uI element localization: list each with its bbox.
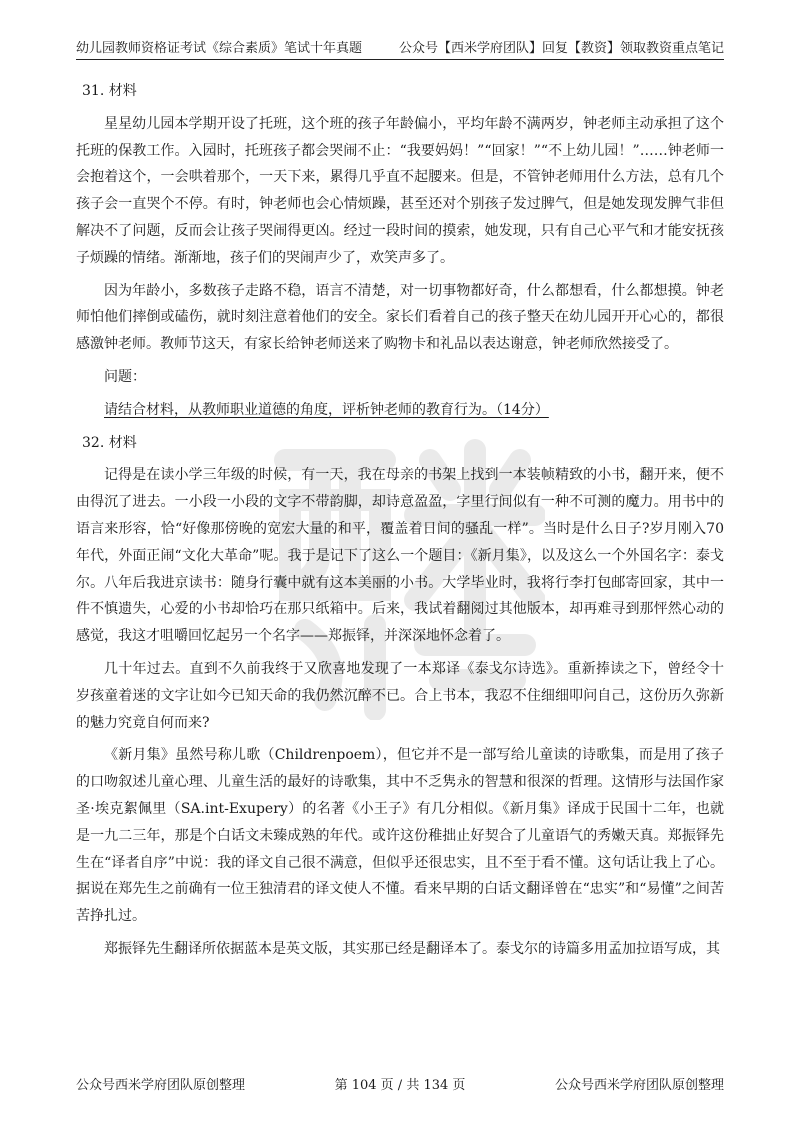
question-32-number: 32. 材料 (82, 434, 137, 451)
footer-right: 公众号西米学府团队原创整理 (554, 1078, 724, 1093)
question-31-number: 31. 材料 (82, 83, 137, 99)
q31-paragraph-1: 星星幼儿园本学期开设了托班，这个班的孩子年龄偏小，平均年龄不满两岁，钟老师主动承担了这个托班的保教工作。入园时，托班孩子都会哭闹不止：“我要妈妈！”“回家！”“不上幼儿园！”……钟老师一会抱着这个，一会哄着那个，一天下来，累得几乎直不起腰来。但是，不管钟老师用什么方法，总有几个孩子会一直哭个不停。有时，钟老师也会心情烦躁，甚至还对个别孩子发过脾气，但是她发现发脾气非但解决不了问题，反而会让孩子哭闹得更凶。经过一段时间的摸索，她发现，只有自己心平气和才能安抚孩子烦躁的情绪。渐渐地，孩子们的哭闹声少了，欢笑声多了。 (76, 115, 724, 266)
page-content (76, 78, 724, 969)
q32-paragraph-4: 郑振铎先生翻译所依据蓝本是英文版，其实那已经是翻译本了。泰戈尔的诗篇多用孟加拉语写成，其 (104, 940, 720, 957)
q32-paragraph-1: 记得是在读小学三年级的时候，有一天，我在母亲的书架上找到一本装帧精致的小书，翻开来，便不由得沉了进去。一小段一小段的文字不带韵脚，却诗意盈盈，字里行间似有一种不可测的魔力。用书中的语言来形容，恰“好像那傍晚的宽宏大量的和平，覆盖着日间的骚乱一样”。当时是什么日子?岁月刚入70年代，外面正闹“文化大革命”呢。我于是记下了这么一个题目：《新月集》，以及这么一个外国名字：泰戈尔。八年后我进京读书：随身行囊中就有这本美丽的小书。大学毕业时，我将行李打包邮寄回家，其中一件不慎遗失，心爱的小书却恰巧在那只纸箱中。后来，我试着翻阅过其他版本，却再难寻到那怦然心动的感觉，我这才咀嚼回忆起另一个名字——郑振铎，并深深地怀念着了。 (76, 467, 724, 645)
q31-question-text: 请结合材料，从教师职业道德的角度，评析钟老师的教育行为。（14分） (104, 401, 549, 418)
q31-question-label: 问题： (104, 368, 146, 385)
header-right-notice: 公众号【西米学府团队】回复【教资】领取教资重点笔记 (398, 41, 724, 56)
page-header (76, 36, 724, 60)
q31-question (76, 397, 724, 424)
q32-paragraph-2: 几十年过去。直到不久前我终于又欣喜地发现了一本郑译《泰戈尔诗选》。重新捧读之下，曾经令十岁孩童着迷的文字让如今已知天命的我仍然沉醉不已。合上书本，我忍不住细细叩问自己，这份历久弥新的魅力究竟自何而来? (76, 660, 724, 731)
footer-left: 公众号西米学府团队原创整理 (76, 1078, 246, 1093)
page-footer (76, 1074, 724, 1093)
header-left-title: 幼儿园教师资格证考试《综合素质》笔试十年真题 (76, 41, 363, 56)
q31-paragraph-2: 因为年龄小，多数孩子走路不稳，语言不清楚，对一切事物都好奇，什么都想看，什么都想摸。钟老师怕他们摔倒或磕伤，就时刻注意着他们的安全。家长们看着自己的孩子整天在幼儿园开开心心的，都很感激钟老师。教师节这天，有家长给钟老师送来了购物卡和礼品以表达谢意，钟老师欣然接受了。 (76, 282, 724, 353)
q32-paragraph-3: 《新月集》虽然号称儿歌（Childrenpoem），但它并不是一部写给儿童读的诗歌集，而是用了孩子的口吻叙述儿童心理、儿童生活的最好的诗歌集，其中不乏隽永的智慧和很深的哲理。这情形与法国作家圣·埃克絮佩里（SA.int-Exupery）的名著《小王子》有几分相似。《新月集》译成于民国十二年，也就是一九二三年，那是个白话文未臻成熟的年代。或许这份稚拙止好契合了儿童语气的秀嫩天真。郑振铎先生在“译者自序”中说：我的译文自己很不满意，但似乎还很忠实，且不至于看不懂。这句话让我上了心。据说在郑先生之前确有一位王独清君的译文使人不懂。看来早期的白话文翻译曾在“忠实”和“易懂”之间苦苦挣扎过。 (76, 747, 724, 925)
footer-page-number: 第 104 页 / 共 134 页 (334, 1078, 466, 1093)
